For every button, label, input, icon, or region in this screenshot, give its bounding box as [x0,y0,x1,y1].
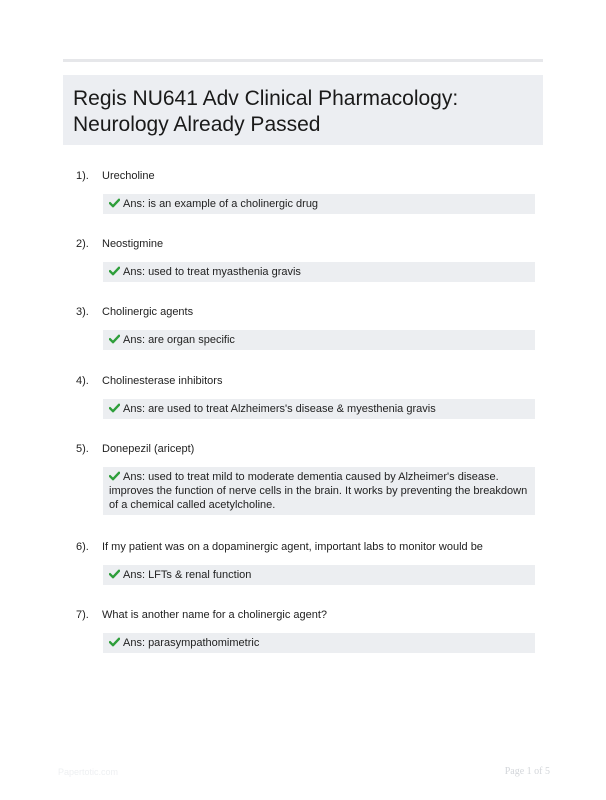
answer-text: Ans: is an example of a cholinergic drug [123,198,319,210]
page-title: Regis NU641 Adv Clinical Pharmacology: Neurology Already Passed [73,87,459,136]
answer-box [103,565,535,585]
answer-box [103,330,535,350]
question-number: 4). [76,375,89,387]
answer-box [103,633,535,653]
answer-text: Ans: used to treat mild to moderate dementia caused by Alzheimer's disease. improves the function of nerve cells in the brain. It works by preventing the breakdown of a chemical called acetylcholine. [109,471,528,511]
check-icon [109,403,120,413]
question-text: Urecholine [102,170,155,182]
check-icon [109,637,120,647]
question-number: 1). [76,170,89,182]
check-icon [109,198,120,208]
question-number: 2). [76,238,89,250]
question-text: Cholinesterase inhibitors [102,375,223,387]
question-text: Cholinergic agents [102,306,194,318]
answer-text: Ans: used to treat myasthenia gravis [123,266,301,278]
check-icon [109,471,120,481]
check-icon [109,266,120,276]
answer-text: Ans: parasympathomimetric [123,637,260,649]
question-number: 3). [76,306,89,318]
question-text: Donepezil (aricept) [102,443,195,455]
page-indicator: Page 1 of 5 [504,766,550,777]
check-icon [109,334,120,344]
title-banner [63,75,543,145]
question-text: If my patient was on a dopaminergic agent, important labs to monitor would be [102,541,483,553]
answer-box [103,194,535,214]
answer-box [103,262,535,282]
question-number: 7). [76,609,89,621]
answer-text: Ans: LFTs & renal function [123,569,252,581]
top-divider [63,59,543,62]
question-number: 5). [76,443,89,455]
answer-text: Ans: are used to treat Alzheimers's disease & myesthenia gravis [123,403,436,415]
question-text: What is another name for a cholinergic agent? [102,609,328,621]
footer-watermark: Papertotic.com [58,767,119,777]
question-number: 6). [76,541,89,553]
answer-box [103,467,535,515]
answer-text: Ans: are organ specific [123,334,235,346]
question-text: Neostigmine [102,238,164,250]
check-icon [109,569,120,579]
answer-box [103,399,535,419]
